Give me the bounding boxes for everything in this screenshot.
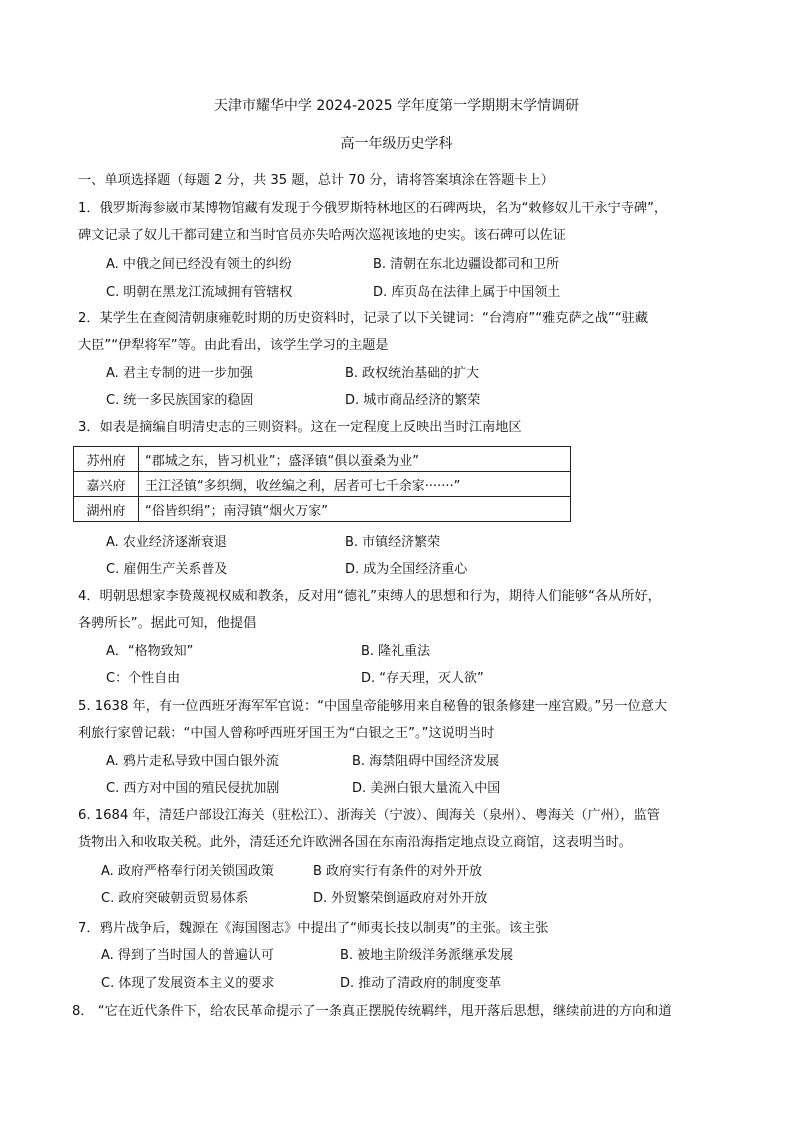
question-7-option-c: C. 体现了发展资本主义的要求 bbox=[101, 976, 275, 991]
table-cell-city: 苏州府 bbox=[74, 447, 139, 472]
question-3-line-1: 3．如表是摘编自明清史志的三则资料。这在一定程度上反映出当时江南地区 bbox=[78, 420, 522, 435]
question-4-line-2: 各骋所长”。据此可知，他提倡 bbox=[78, 616, 257, 631]
table-row bbox=[74, 497, 571, 522]
question-5-option-b: B. 海禁阻碍中国经济发展 bbox=[352, 754, 500, 769]
question-7-option-b: B. 被地主阶级洋务派继承发展 bbox=[340, 948, 514, 963]
exam-title: 天津市耀华中学 2024-2025 学年度第一学期期末学情调研 bbox=[213, 98, 580, 114]
question-2-option-d: D. 城市商品经济的繁荣 bbox=[345, 393, 481, 408]
question-4-line-1: 4．明朝思想家李贽蔑视权威和教条，反对用“德礼”束缚人的思想和行为，期待人们能够“各从所好， bbox=[78, 589, 661, 604]
question-4-option-a: A．“格物致知” bbox=[106, 644, 194, 659]
question-4-option-c: C：个性自由 bbox=[106, 671, 181, 686]
question-6-line-2: 货物出入和收取关税。此外，清廷还允许欧洲各国在东南沿海指定地点设立商馆，这表明当时。 bbox=[78, 835, 632, 850]
table-cell-text: “俗皆织绢”；南浔镇“烟火万家” bbox=[139, 497, 571, 522]
table-cell-city: 嘉兴府 bbox=[74, 472, 139, 497]
question-4-option-d: D. “存天理，灭人欲” bbox=[361, 671, 484, 686]
question-7-option-d: D. 推动了清政府的制度变革 bbox=[340, 976, 502, 991]
question-1-option-b: B. 清朝在东北边疆设都司和卫所 bbox=[373, 257, 560, 272]
table-row bbox=[74, 472, 571, 497]
question-1-line-1: 1．俄罗斯海参崴市某博物馆藏有发现于今俄罗斯特林地区的石碑两块，名为“敕修奴儿干永宁寺碑”， bbox=[78, 201, 668, 216]
section-heading: 一、单项选择题（每题 2 分，共 35 题，总计 70 分，请将答案填涂在答题卡上） bbox=[78, 173, 554, 188]
question-1-option-c: C. 明朝在黑龙江流域拥有管辖权 bbox=[106, 285, 293, 300]
question-3-option-d: D. 成为全国经济重心 bbox=[345, 562, 468, 577]
question-3-option-b: B. 市镇经济繁荣 bbox=[345, 535, 441, 550]
question-1-option-d: D. 库页岛在法律上属于中国领土 bbox=[373, 285, 561, 300]
question-6-option-a: A. 政府严格奉行闭关锁国政策 bbox=[101, 864, 274, 879]
table-cell-text: “郡城之东，皆习机业”；盛泽镇“俱以蚕桑为业” bbox=[139, 447, 571, 472]
question-7-line-1: 7．鸦片战争后，魏源在《海国图志》中提出了“师夷长技以制夷”的主张。该主张 bbox=[78, 921, 549, 936]
question-2-line-1: 2．某学生在查阅清朝康雍乾时期的历史资料时，记录了以下关键词：“台湾府”“雅克萨之战”“驻藏 bbox=[78, 311, 649, 326]
question-3-option-c: C. 雇佣生产关系普及 bbox=[106, 562, 228, 577]
question-5-line-2: 利旅行家曾记载：“中国人曾称呼西班牙国王为“白银之王”。”这说明当时 bbox=[78, 726, 495, 741]
question-3-table bbox=[73, 446, 571, 522]
question-5-line-1: 5. 1638 年，有一位西班牙海军军官说：“中国皇帝能够用来自秘鲁的银条修建一座宫殿。”另一位意大 bbox=[78, 699, 668, 714]
question-2-option-b: B. 政权统治基础的扩大 bbox=[345, 366, 480, 381]
question-6-option-b: B 政府实行有条件的对外开放 bbox=[313, 864, 483, 879]
question-6-option-c: C. 政府突破朝贡贸易体系 bbox=[101, 891, 249, 906]
exam-subtitle: 高一年级历史学科 bbox=[340, 136, 453, 152]
question-1-option-a: A. 中俄之间已经没有领土的纠纷 bbox=[106, 257, 292, 272]
question-7-option-a: A. 得到了当时国人的普遍认可 bbox=[101, 948, 274, 963]
table-cell-city: 湖州府 bbox=[74, 497, 139, 522]
table-cell-text: 王江泾镇“多织绸，收丝编之利，居者可七千余家·······” bbox=[139, 472, 571, 497]
question-3-option-a: A. 农业经济逐渐衰退 bbox=[106, 535, 227, 550]
table-row bbox=[74, 447, 571, 472]
question-5-option-d: D. 美洲白银大量流入中国 bbox=[352, 781, 501, 796]
question-2-option-a: A. 君主专制的进一步加强 bbox=[106, 366, 253, 381]
question-5-option-c: C. 西方对中国的殖民侵扰加剧 bbox=[106, 781, 280, 796]
question-8-line-1: 8． “它在近代条件下，给农民革命提示了一条真正摆脱传统羁绊，甩开落后思想，继续前进的方向和道 bbox=[72, 1004, 672, 1019]
question-1-line-2: 碑文记录了奴儿干都司建立和当时官员亦失哈两次巡视该地的史实。该石碑可以佐证 bbox=[78, 228, 566, 243]
question-2-line-2: 大臣”“伊犁将军”等。由此看出，该学生学习的主题是 bbox=[78, 338, 389, 353]
question-4-option-b: B. 隆礼重法 bbox=[361, 644, 431, 659]
question-5-option-a: A. 鸦片走私导致中国白银外流 bbox=[106, 754, 279, 769]
question-2-option-c: C. 统一多民族国家的稳固 bbox=[106, 393, 254, 408]
question-6-option-d: D. 外贸繁荣倒逼政府对外开放 bbox=[313, 891, 488, 906]
question-6-line-1: 6. 1684 年，清廷户部设江海关（驻松江）、浙海关（宁波）、闽海关（泉州）、粤海关（广州），监管 bbox=[78, 808, 660, 823]
